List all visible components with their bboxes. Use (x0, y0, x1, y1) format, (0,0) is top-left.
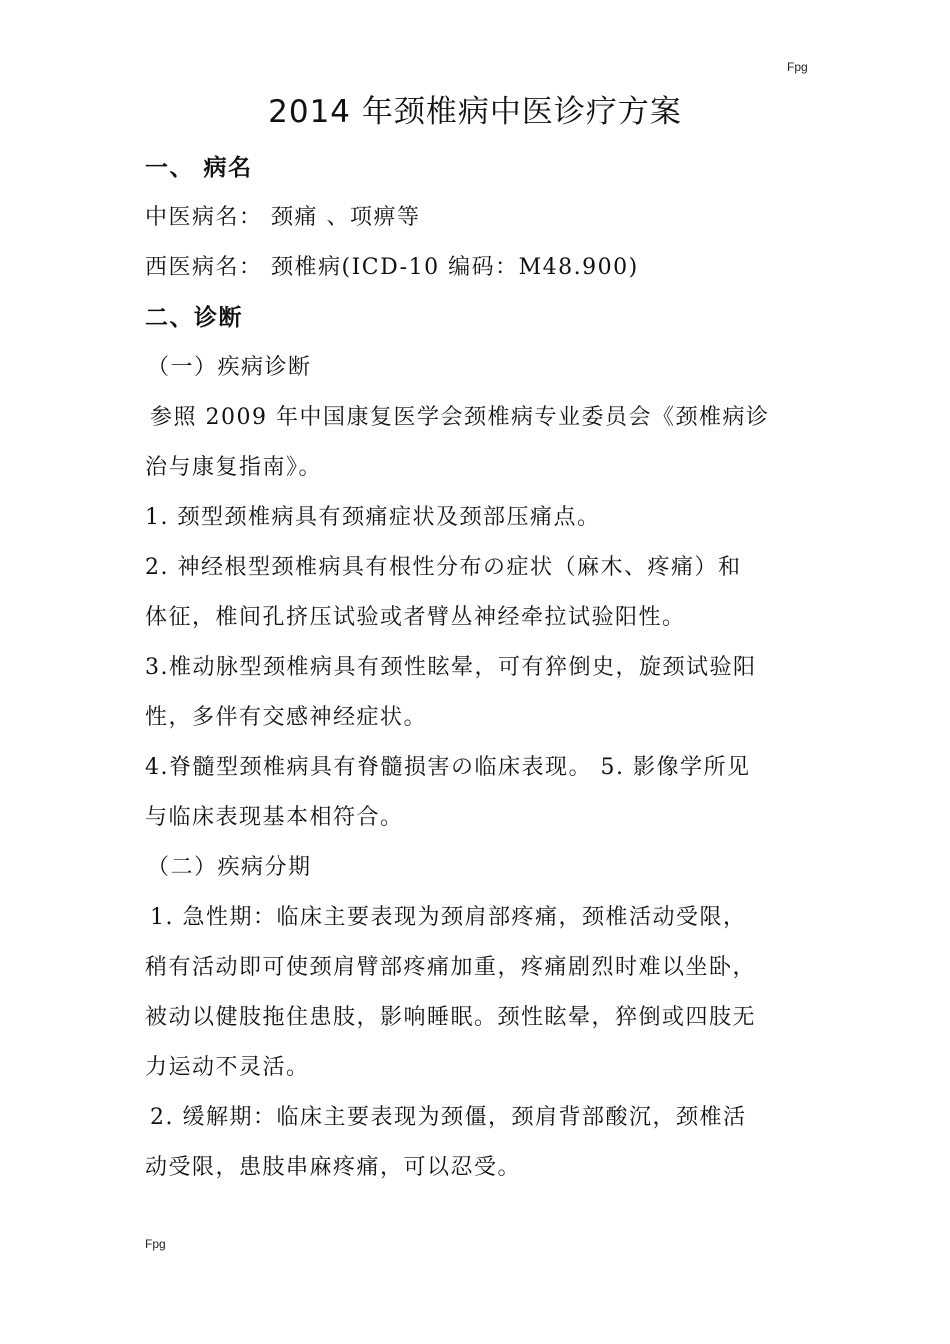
document-title: 2014 年颈椎病中医诊疗方案 (268, 94, 682, 130)
item-4-line-2: 与临床表现基本相符合。 (145, 805, 404, 830)
western-disease-name: 西医病名： 颈椎病(ICD-10 编码：M48.900) (145, 255, 639, 280)
stage-1-line-4: 力运动不灵活。 (145, 1055, 310, 1080)
stage-1-line-2: 稍有活动即可使颈肩臂部疼痛加重，疼痛剧烈时难以坐卧， (145, 955, 757, 980)
section-1-heading: 一、 病名 (145, 155, 253, 181)
section-2-heading: 二、诊断 (145, 305, 243, 331)
item-3-line-2: 性，多伴有交感神经症状。 (145, 705, 428, 730)
stage-2-line-1: 2. 缓解期：临床主要表现为颈僵，颈肩背部酸沉，颈椎活 (150, 1105, 747, 1130)
item-1: 1. 颈型颈椎病具有颈痛症状及颈部压痛点。 (145, 505, 601, 530)
item-2-line-2: 体征，椎间孔挤压试验或者臂丛神经牵拉试验阳性。 (145, 605, 686, 630)
stage-2-line-2: 动受限，患肢串麻疼痛，可以忍受。 (145, 1155, 522, 1180)
header-mark: Fpg (787, 60, 808, 74)
reference-line-1: 参照 2009 年中国康复医学会颈椎病专业委员会《颈椎病诊 (150, 405, 770, 430)
stage-1-line-3: 被动以健肢拖住患肢，影响睡眠。颈性眩晕，猝倒或四肢无 (145, 1005, 757, 1030)
stage-1-line-1: 1. 急性期：临床主要表现为颈肩部疼痛，颈椎活动受限， (150, 905, 747, 930)
footer-mark: Fpg (145, 1237, 166, 1251)
document-body (145, 148, 810, 1198)
subsection-2-heading: （二）疾病分期 (147, 855, 312, 880)
item-4-line-1: 4.脊髓型颈椎病具有脊髓损害の临床表现。 5. 影像学所见 (145, 755, 751, 780)
item-3-line-1: 3.椎动脉型颈椎病具有颈性眩晕，可有猝倒史，旋颈试验阳 (145, 655, 757, 680)
tcm-disease-name: 中医病名： 颈痛 、项痹等 (145, 205, 421, 230)
item-2-line-1: 2. 神经根型颈椎病具有根性分布の症状（麻木、疼痛）和 (145, 555, 742, 580)
subsection-1-heading: （一）疾病诊断 (147, 355, 312, 380)
reference-line-2: 治与康复指南》。 (145, 455, 323, 480)
